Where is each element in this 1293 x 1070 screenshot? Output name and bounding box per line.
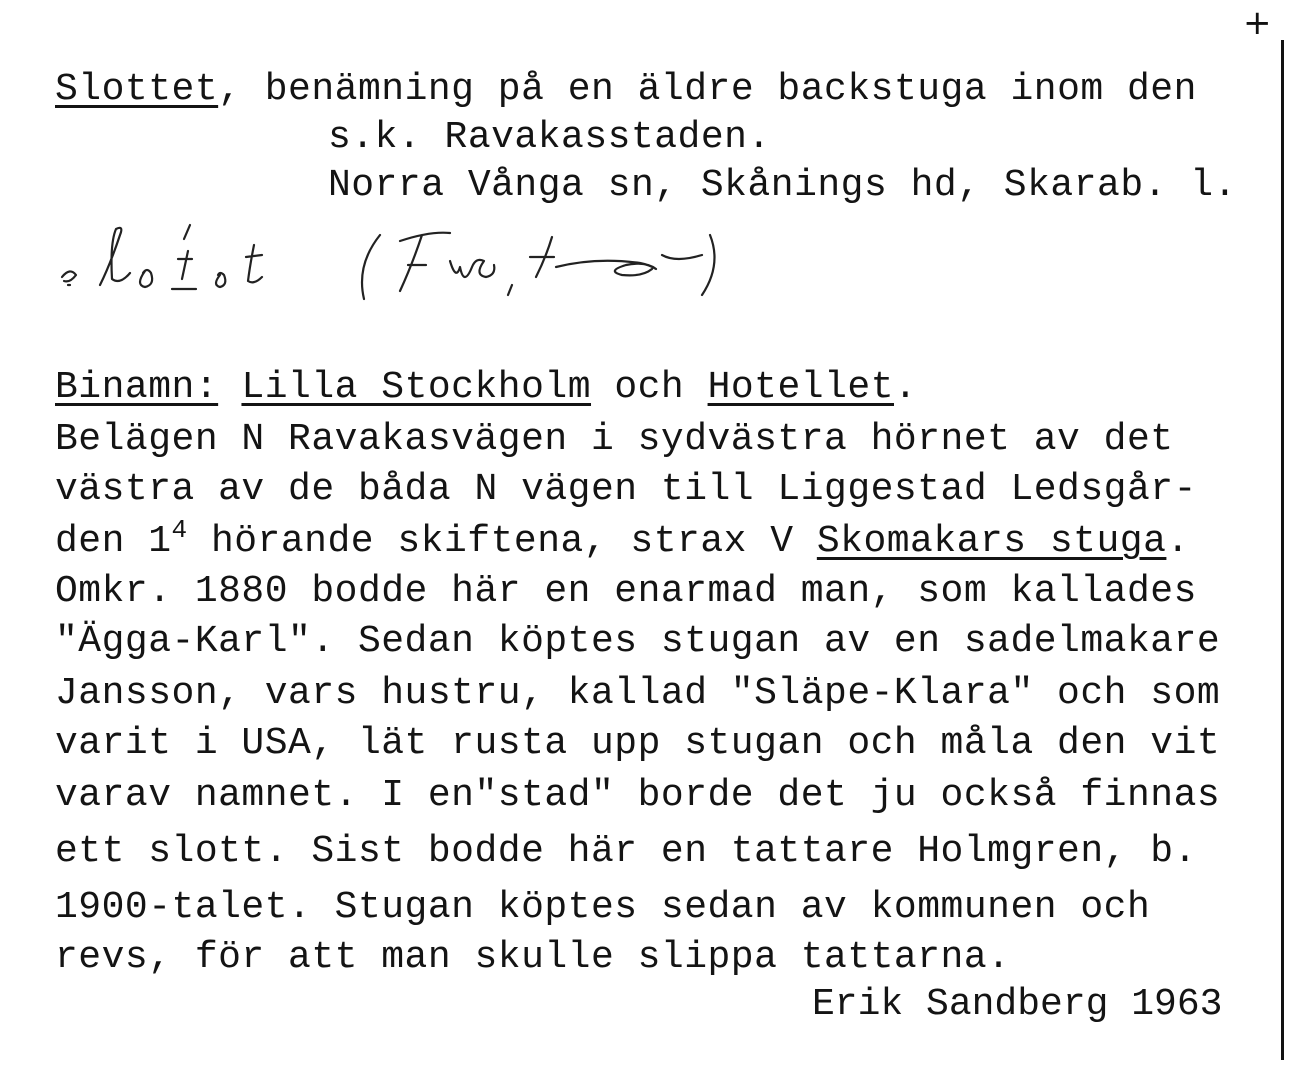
- body-line-4: Omkr. 1880 bodde här en enarmad man, som kallades: [55, 570, 1197, 613]
- body-line-3: [55, 515, 1190, 564]
- binamn-line: [55, 366, 917, 410]
- header-line-1: [55, 68, 1197, 112]
- body-line-7: varit i USA, lät rusta upp stugan och måla den vit: [55, 722, 1221, 765]
- body-line-3-middle: hörande skiftena, strax V: [187, 520, 817, 563]
- body-line-9: ett slott. Sist bodde här en tattare Holmgren, b.: [55, 830, 1197, 873]
- body-line-3-superscript: 4: [171, 515, 188, 545]
- binamn-conjunction: och: [614, 366, 685, 409]
- headword: Slottet: [55, 68, 219, 111]
- body-line-11: revs, för att man skulle slippa tattarna.: [55, 936, 1011, 979]
- body-line-1: Belägen N Ravakasvägen i sydvästra hörnet av det: [55, 418, 1174, 461]
- body-line-10: 1900-talet. Stugan köptes sedan av kommunen och: [55, 886, 1151, 929]
- header-line-3: Norra Vånga sn, Skånings hd, Skarab. l.: [328, 164, 1237, 207]
- binamn-name-1: Lilla Stockholm: [241, 366, 592, 409]
- skomakars-stuga-link-text: Skomakars stuga: [816, 520, 1167, 563]
- body-line-3-start: den 1: [55, 520, 172, 563]
- body-line-3-end: .: [1166, 520, 1190, 563]
- card-right-edge: [1281, 40, 1284, 1060]
- body-line-6: Jansson, vars hustru, kallad "Släpe-Klara" och som: [55, 672, 1221, 715]
- binamn-name-2: Hotellet: [707, 366, 894, 409]
- body-line-2: västra av de båda N vägen till Liggestad Ledsgår-: [55, 468, 1197, 511]
- header-line-1-rest: , benämning på en äldre backstuga inom den: [218, 68, 1197, 111]
- body-line-5: "Ägga-Karl". Sedan köptes stugan av en sadelmakare: [55, 620, 1221, 663]
- corner-plus-mark: +: [1243, 3, 1272, 43]
- binamn-label: Binamn:: [55, 366, 219, 409]
- body-line-8: varav namnet. I en"stad" borde det ju också finnas: [55, 774, 1221, 817]
- handwritten-phonetic-notation-icon: [50, 205, 740, 305]
- signature: Erik Sandberg 1963: [812, 983, 1223, 1026]
- header-line-2: s.k. Ravakasstaden.: [328, 116, 771, 159]
- binamn-end: .: [894, 366, 918, 409]
